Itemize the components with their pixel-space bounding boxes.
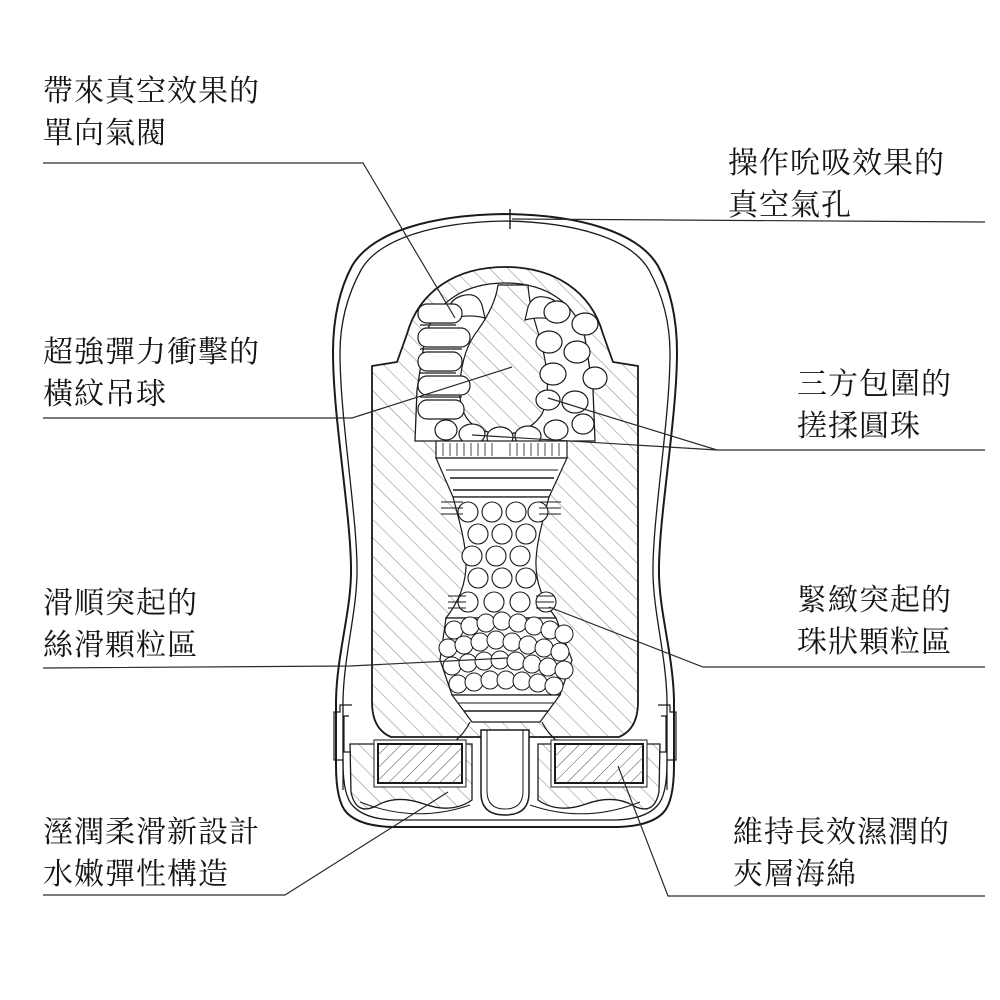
label-line: 帶來真空效果的 (43, 75, 260, 108)
label-line: 水嫩彈性構造 (43, 858, 229, 891)
sponge-left (374, 740, 466, 787)
silky-granule-cluster (439, 612, 573, 695)
funnel-upper (436, 458, 567, 497)
label-sponge-layer (733, 812, 950, 896)
label-vacuum-hole (728, 143, 945, 227)
label-line: 絲滑顆粒區 (43, 629, 198, 662)
label-line: 珠狀顆粒區 (797, 626, 952, 659)
label-line: 單向氣閥 (43, 117, 167, 150)
label-line: 溼潤柔滑新設計 (43, 816, 260, 849)
label-elastic-structure (43, 812, 260, 896)
label-bead-granules (797, 580, 952, 664)
label-line: 真空氣孔 (728, 189, 852, 222)
label-line: 緊緻突起的 (797, 584, 952, 617)
label-line: 三方包圍的 (797, 368, 952, 401)
sponge-right (551, 740, 647, 787)
rib-strip (436, 441, 567, 458)
label-line: 橫紋吊球 (43, 378, 167, 411)
label-line: 夾層海綿 (733, 858, 857, 891)
label-line: 維持長效濕潤的 (733, 816, 950, 849)
label-line: 操作吮吸效果的 (728, 147, 945, 180)
label-vacuum-valve (43, 71, 260, 155)
label-silky-granules (43, 583, 198, 667)
label-kneading-beads (797, 364, 952, 448)
label-line: 搓揉圓珠 (797, 410, 921, 443)
label-line: 滑順突起的 (43, 587, 198, 620)
label-ribbed-ball (43, 332, 260, 416)
label-line: 超強彈力衝擊的 (43, 336, 260, 369)
center-tube (481, 730, 529, 815)
